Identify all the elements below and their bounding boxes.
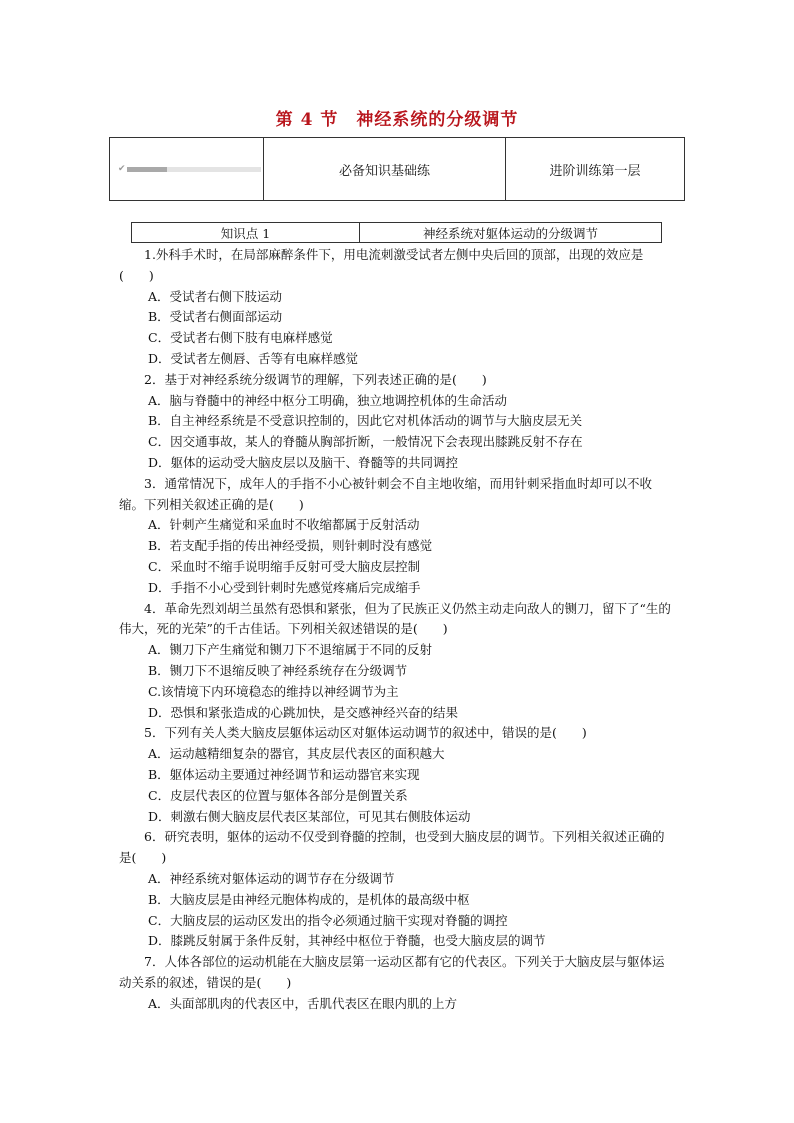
question-stem: 6．研究表明，躯体的运动不仅受到脊髓的控制，也受到大脑皮层的调节。下列相关叙述正确的是( ): [119, 829, 665, 866]
question-list: [119, 245, 676, 1014]
answer-option: C．受试者右侧下肢有电麻样感觉: [148, 330, 333, 346]
answer-option: B．铡刀下不退缩反映了神经系统存在分级调节: [148, 662, 408, 678]
answer-option: D．手指不小心受到针刺时先感觉疼痛后完成缩手: [148, 579, 421, 595]
answer-option: D．膝跳反射属于条件反射，其神经中枢位于脊髓，也受大脑皮层的调节: [148, 933, 546, 949]
question-item: [119, 599, 676, 724]
answer-option: D．恐惧和紧张造成的心跳加快，是交感神经兴奋的结果: [148, 704, 459, 720]
progress-bar: [127, 167, 261, 172]
answer-option: B．躯体运动主要通过神经调节和运动器官来实现: [148, 766, 420, 782]
basic-practice-cell: 必备知识基础练: [264, 138, 506, 201]
answer-option: B．大脑皮层是由神经元胞体构成的，是机体的最高级中枢: [148, 891, 470, 907]
question-stem: 3．通常情况下，成年人的手指不小心被针刺会不自主地收缩，而用针刺采指血时却可以不收缩。下列相关叙述正确的是( ): [119, 475, 652, 512]
answer-option: C．因交通事故，某人的脊髓从胸部折断，一般情况下会表现出膝跳反射不存在: [148, 434, 583, 450]
answer-option: D．躯体的运动受大脑皮层以及脑干、脊髓等的共同调控: [148, 454, 459, 470]
question-stem: 2．基于对神经系统分级调节的理解，下列表述正确的是( ): [144, 371, 487, 387]
answer-option: C．采血时不缩手说明缩手反射可受大脑皮层控制: [148, 558, 421, 574]
answer-option: B．自主神经系统是不受意识控制的，因此它对机体活动的调节与大脑皮层无关: [148, 413, 583, 429]
section-title: 第 4 节 神经系统的分级调节: [275, 110, 519, 130]
header-table: [109, 137, 685, 201]
question-item: [119, 245, 676, 370]
answer-option: D．刺激右侧大脑皮层代表区某部位，可见其右侧肢体运动: [148, 808, 471, 824]
question-item: [119, 723, 676, 827]
progress-bar-fill: [127, 167, 167, 172]
answer-option: C.该情境下内环境稳态的维持以神经调节为主: [148, 683, 399, 699]
answer-option: B．受试者右侧面部运动: [148, 309, 283, 325]
answer-option: A．受试者右侧下肢运动: [148, 288, 283, 304]
knowledge-point-label: 知识点 1: [132, 223, 360, 243]
answer-option: C．大脑皮层的运动区发出的指令必须通过脑干实现对脊髓的调控: [148, 912, 508, 928]
answer-option: A．针刺产生痛觉和采血时不收缩都属于反射活动: [148, 517, 420, 533]
progress-cell: [110, 138, 264, 201]
question-item: [119, 952, 676, 1014]
question-stem: 5．下列有关人类大脑皮层躯体运动区对躯体运动调节的叙述中，错误的是( ): [144, 725, 587, 741]
answer-option: A．神经系统对躯体运动的调节存在分级调节: [148, 870, 395, 886]
answer-option: A．脑与脊髓中的神经中枢分工明确，独立地调控机体的生命活动: [148, 392, 508, 408]
question-item: [119, 827, 676, 952]
question-item: [119, 474, 676, 599]
check-icon: ✔: [118, 164, 126, 174]
answer-option: D．受试者左侧唇、舌等有电麻样感觉: [148, 350, 359, 366]
answer-option: A．运动越精细复杂的器官，其皮层代表区的面积越大: [148, 746, 445, 762]
question-stem: 1.外科手术时，在局部麻醉条件下，用电流刺激受试者左侧中央后回的顶部，出现的效应是( ): [119, 247, 644, 283]
advanced-training-cell: 进阶训练第一层: [506, 138, 685, 201]
answer-option: B．若支配手指的传出神经受损，则针刺时没有感觉: [148, 538, 433, 554]
answer-option: C．皮层代表区的位置与躯体各部分是倒置关系: [148, 787, 408, 803]
knowledge-point-topic: 神经系统对躯体运动的分级调节: [360, 223, 662, 243]
question-stem: 7．人体各部位的运动机能在大脑皮层第一运动区都有它的代表区。下列关于大脑皮层与躯体运动关系的叙述，错误的是( ): [119, 954, 665, 990]
question-item: [119, 370, 676, 474]
knowledge-point-table: [131, 222, 662, 243]
answer-option: A．头面部肌肉的代表区中，舌肌代表区在眼内肌的上方: [148, 995, 458, 1011]
answer-option: A．铡刀下产生痛觉和铡刀下不退缩属于不同的反射: [148, 642, 433, 658]
question-stem: 4．革命先烈刘胡兰虽然有恐惧和紧张，但为了民族正义仍然主动走向敌人的铡刀，留下了“生的伟大，死的光荣”的千古佳话。下列相关叙述错误的是( ): [119, 600, 671, 637]
